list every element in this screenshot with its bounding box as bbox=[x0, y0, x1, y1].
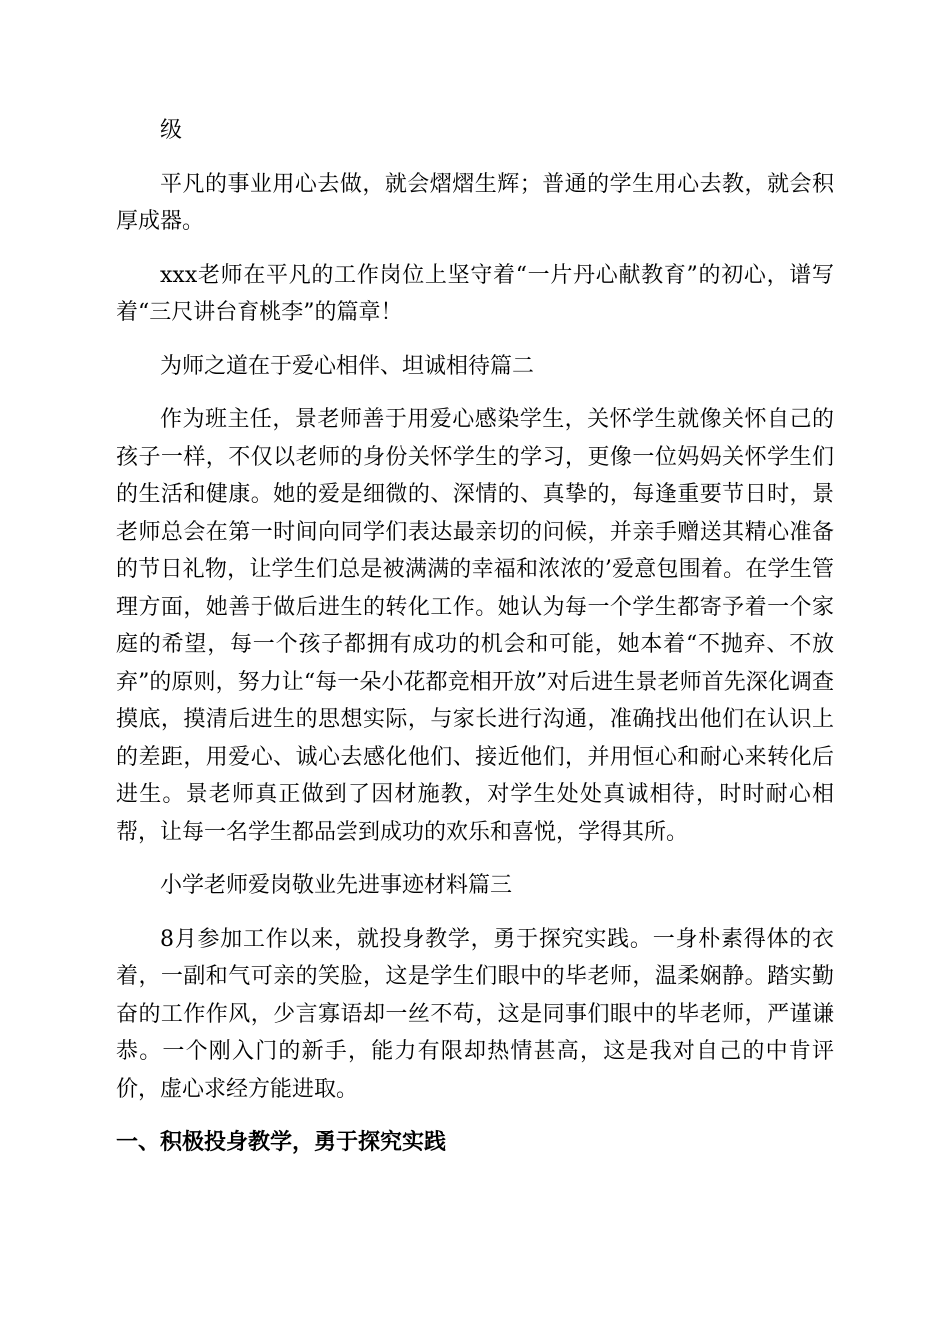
paragraph-3: xxx老师在平凡的工作岗位上坚守着“一片丹心献教育”的初心，谱写着“三尺讲台育桃李”的篇章！ bbox=[116, 262, 834, 325]
paragraph-2: 平凡的事业用心去做，就会熠熠生辉；普通的学生用心去教，就会积厚成器。 bbox=[116, 171, 834, 234]
paragraph-4: 作为班主任，景老师善于用爱心感染学生，关怀学生就像关怀自己的孩子一样，不仅以老师的身份关怀学生的学习，更像一位妈妈关怀学生们的生活和健康。她的爱是细微的、深情的、真挚的，每逢重要节日时，景老师总会在第一时间向同学们表达最亲切的问候，并亲手赠送其精心准备的节日礼物，让学生们总是被满满的幸福和浓浓的’爱意包围着。在学生管理方面，她善于做后进生的转化工作。她认为每一个学生都寄予着一个家庭的希望，每一个孩子都拥有成功的机会和可能，她本着“不抛弃、不放弃”的原则，努力让“每一朵小花都竞相开放”对后进生景老师首先深化调查摸底，摸清后进生的思想实际，与家长进行沟通，准确找出他们在认识上的差距，用爱心、诚心去感化他们、接近他们，并用恒心和耐心来转化后进生。景老师真正做到了因材施教，对学生处处真诚相待，时时耐心相帮，让每一名学生都品尝到成功的欢乐和喜悦，学得其所。 bbox=[116, 407, 834, 845]
section-title-part-three: 小学老师爱岗敬业先进事迹材料篇三 bbox=[160, 873, 513, 898]
section-heading: 一、积极投身教学，勇于探究实践 bbox=[116, 1130, 447, 1155]
paragraph-1: 级 bbox=[160, 118, 183, 143]
section-title-part-two: 为师之道在于爱心相伴、坦诚相待篇二 bbox=[160, 353, 535, 379]
paragraph-5: 8月参加工作以来，就投身教学，勇于探究实践。一身朴素得体的衣着，一副和气可亲的笑脸，这是学生们眼中的毕老师，温柔娴静。踏实勤奋的工作作风，少言寡语却一丝不苟，这是同事们眼中的毕老师，严谨谦恭。一个刚入门的新手，能力有限却热情甚高，这是我对自己的中肯评价，虚心求经方能进取。 bbox=[116, 926, 834, 1102]
